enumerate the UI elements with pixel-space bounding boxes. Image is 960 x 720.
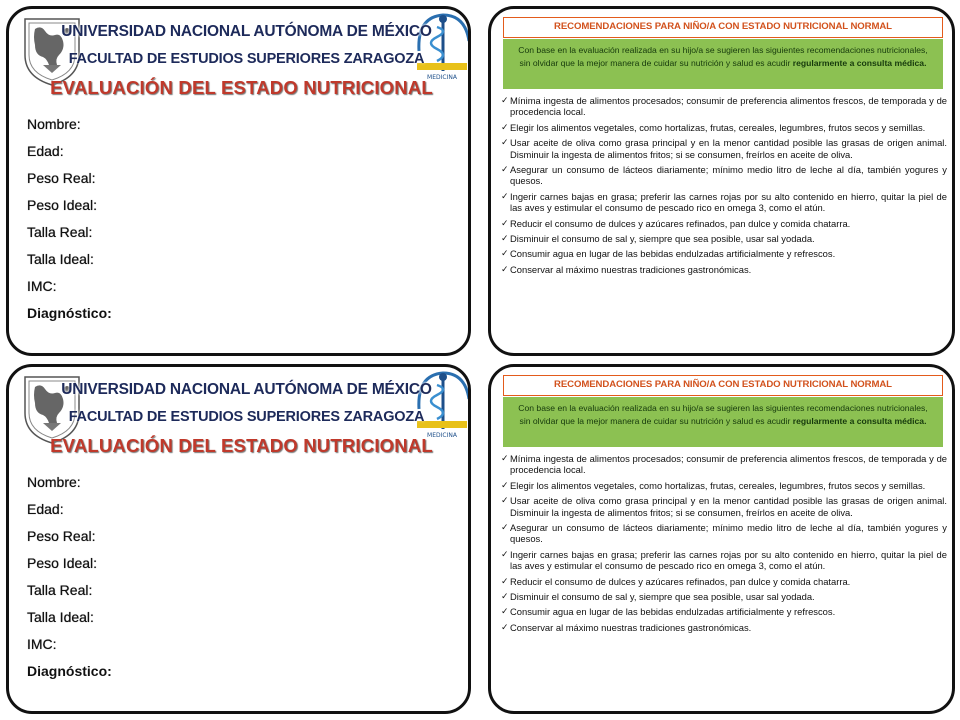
item-text: Reducir el consumo de dulces y azúcares refinados, pan dulce y comida chatarra. — [510, 575, 851, 587]
intro-bold-text: regularmente a consulta médica. — [792, 415, 927, 426]
item-text: Mínima ingesta de alimentos procesados; consumir de preferencia alimentos frescos, de temporada y de procedencia local. — [510, 95, 947, 118]
list-item — [501, 122, 947, 133]
recommendation-card-bottom — [488, 364, 955, 714]
item-text: Consumir agua en lugar de las bebidas endulzadas artificialmente y refrescos. — [510, 606, 836, 618]
list-item — [501, 549, 947, 572]
list-item — [501, 264, 947, 275]
list-item — [501, 606, 947, 617]
item-text: Usar aceite de oliva como grasa principal y en la menor cantidad posible las grasas de origen animal. Disminuir la ingesta de alimentos fritos; si se consumen, freírlos en aceite de oliva. — [510, 495, 947, 518]
field-edad: Edad: — [27, 143, 64, 159]
item-text: Ingerir carnes bajas en grasa; preferir las carnes rojas por su alto contenido en hierro, quitar la piel de las aves y estimular el consumo de pescado rico en omega 3, como el atún. — [510, 190, 947, 214]
recommendation-list — [501, 453, 947, 637]
item-text: Consumir agua en lugar de las bebidas endulzadas artificialmente y refrescos. — [510, 248, 836, 260]
checkmark-icon: ✓ — [501, 217, 509, 228]
item-text: Disminuir el consumo de sal y, siempre que sea posible, usar sal yodada. — [510, 591, 815, 603]
evaluation-card-top — [6, 6, 471, 356]
list-item — [501, 480, 947, 491]
list-item — [501, 591, 947, 602]
university-name: UNIVERSIDAD NACIONAL AUTÓNOMA DE MÉXICO — [61, 23, 432, 40]
checkmark-icon: ✓ — [501, 575, 509, 586]
checkmark-icon: ✓ — [501, 121, 509, 132]
checkmark-icon: ✓ — [501, 137, 509, 148]
checkmark-icon: ✓ — [501, 522, 509, 533]
list-item — [501, 218, 947, 229]
fes-zaragoza-medicina-logo — [413, 369, 471, 441]
item-text: Mínima ingesta de alimentos procesados; consumir de preferencia alimentos frescos, de temporada y de procedencia local. — [510, 453, 947, 476]
list-item — [501, 137, 947, 160]
recommendation-header: RECOMENDACIONES PARA NIÑO/A CON ESTADO NUTRICIONAL NORMAL — [503, 17, 943, 38]
intro-text: Con base en la evaluación realizada en su hijo/a se sugieren las siguientes recomendaciones nutricionales, sin olvidar que la mejor manera de cuidar su nutrición y salud es acudir — [518, 45, 928, 68]
patient-fields — [27, 111, 112, 327]
field-talla-ideal: Talla Ideal: — [27, 251, 94, 267]
field-peso-real: Peso Real: — [27, 170, 96, 186]
list-item — [501, 191, 947, 214]
checkmark-icon: ✓ — [501, 263, 509, 274]
list-item — [501, 622, 947, 633]
intro-bold-text: regularmente a consulta médica. — [792, 57, 927, 68]
university-name: UNIVERSIDAD NACIONAL AUTÓNOMA DE MÉXICO — [61, 381, 432, 398]
field-edad: Edad: — [27, 501, 64, 517]
item-text: Conservar al máximo nuestras tradiciones gastronómicas. — [510, 621, 752, 633]
checkmark-icon: ✓ — [501, 479, 509, 490]
checkmark-icon: ✓ — [501, 548, 509, 559]
checkmark-icon: ✓ — [501, 621, 509, 632]
checkmark-icon: ✓ — [501, 591, 509, 602]
item-text: Usar aceite de oliva como grasa principal y en la menor cantidad posible las grasas de origen animal. Disminuir la ingesta de alimentos fritos; si se consumen, freírlos en aceite de oliva. — [510, 137, 947, 160]
item-text: Conservar al máximo nuestras tradiciones gastronómicas. — [510, 263, 752, 275]
patient-fields — [27, 469, 112, 685]
list-item — [501, 233, 947, 244]
checkmark-icon: ✓ — [501, 233, 509, 244]
field-diagnostico: Diagnóstico: — [27, 663, 112, 679]
item-text: Elegir los alimentos vegetales, como hortalizas, frutas, cereales, legumbres, frutos secos y semillas. — [510, 121, 926, 133]
fes-zaragoza-medicina-logo — [413, 11, 471, 83]
list-item — [501, 95, 947, 118]
faculty-name: FACULTAD DE ESTUDIOS SUPERIORES ZARAGOZA — [68, 409, 425, 425]
evaluation-title: EVALUACIÓN DEL ESTADO NUTRICIONAL — [50, 77, 433, 98]
recommendation-header: RECOMENDACIONES PARA NIÑO/A CON ESTADO NUTRICIONAL NORMAL — [503, 375, 943, 396]
recommendation-card-top — [488, 6, 955, 356]
item-text: Ingerir carnes bajas en grasa; preferir las carnes rojas por su alto contenido en hierro, quitar la piel de las aves y estimular el consumo de pescado rico en omega 3, como el atún. — [510, 548, 947, 572]
checkmark-icon: ✓ — [501, 164, 509, 175]
list-item — [501, 495, 947, 518]
recommendation-intro — [503, 39, 943, 89]
item-text: Disminuir el consumo de sal y, siempre que sea posible, usar sal yodada. — [510, 233, 815, 245]
field-peso-ideal: Peso Ideal: — [27, 197, 98, 213]
item-text: Asegurar un consumo de lácteos diariamente; mínimo medio litro de leche al día, también yogures y quesos. — [510, 164, 947, 187]
recommendation-list — [501, 95, 947, 279]
recommendation-intro — [503, 397, 943, 447]
checkmark-icon: ✓ — [501, 453, 509, 463]
list-item — [501, 164, 947, 187]
item-text: Asegurar un consumo de lácteos diariamente; mínimo medio litro de leche al día, también yogures y quesos. — [510, 522, 947, 545]
checkmark-icon: ✓ — [501, 606, 509, 617]
list-item — [501, 576, 947, 587]
field-imc: IMC: — [27, 278, 57, 294]
evaluation-title: EVALUACIÓN DEL ESTADO NUTRICIONAL — [50, 435, 433, 456]
logo-medicina-text: MEDICINA — [427, 432, 457, 439]
checkmark-icon: ✓ — [501, 248, 509, 259]
field-peso-ideal: Peso Ideal: — [27, 555, 98, 571]
checkmark-icon: ✓ — [501, 190, 509, 201]
field-nombre: Nombre: — [27, 474, 81, 490]
item-text: Reducir el consumo de dulces y azúcares refinados, pan dulce y comida chatarra. — [510, 217, 851, 229]
field-diagnostico: Diagnóstico: — [27, 305, 112, 321]
field-talla-real: Talla Real: — [27, 582, 93, 598]
field-imc: IMC: — [27, 636, 57, 652]
logo-medicina-text: MEDICINA — [427, 74, 457, 81]
field-talla-ideal: Talla Ideal: — [27, 609, 94, 625]
intro-text: Con base en la evaluación realizada en su hijo/a se sugieren las siguientes recomendaciones nutricionales, sin olvidar que la mejor manera de cuidar su nutrición y salud es acudir — [518, 403, 928, 426]
list-item — [501, 522, 947, 545]
faculty-name: FACULTAD DE ESTUDIOS SUPERIORES ZARAGOZA — [68, 51, 425, 67]
list-item — [501, 248, 947, 259]
evaluation-card-bottom — [6, 364, 471, 714]
checkmark-icon: ✓ — [501, 95, 509, 105]
list-item — [501, 453, 947, 476]
field-talla-real: Talla Real: — [27, 224, 93, 240]
field-nombre: Nombre: — [27, 116, 81, 132]
checkmark-icon: ✓ — [501, 495, 509, 506]
item-text: Elegir los alimentos vegetales, como hortalizas, frutas, cereales, legumbres, frutos secos y semillas. — [510, 479, 926, 491]
field-peso-real: Peso Real: — [27, 528, 96, 544]
